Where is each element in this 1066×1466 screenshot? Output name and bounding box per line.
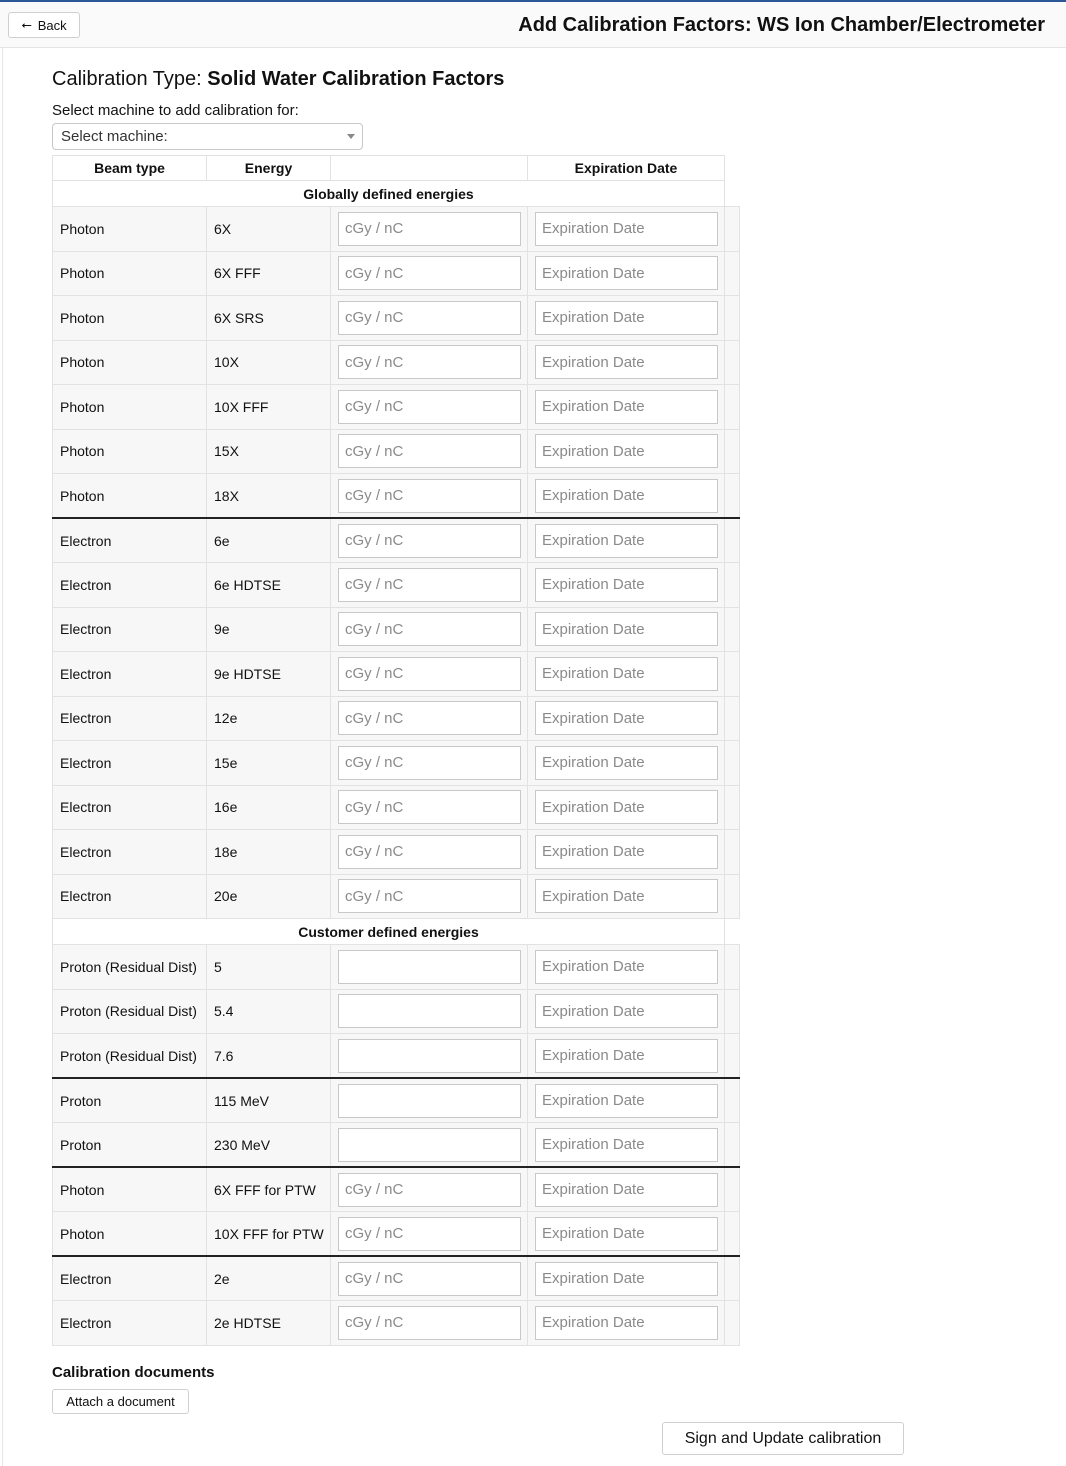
factor-cell: [331, 830, 528, 875]
energy-cell: 230 MeV: [207, 1123, 331, 1168]
expiration-cell: [528, 874, 725, 919]
table-row: [53, 340, 740, 385]
caret-down-icon: [347, 134, 355, 139]
beam-type-cell: Electron: [53, 1256, 207, 1301]
energy-cell: 115 MeV: [207, 1078, 331, 1123]
expiration-cell: [528, 696, 725, 741]
table-row: [53, 830, 740, 875]
factor-cell: [331, 296, 528, 341]
expiration-cell: [528, 607, 725, 652]
table-row: [53, 429, 740, 474]
calibration-table-body: [53, 181, 740, 1346]
expiration-date-input[interactable]: [535, 568, 718, 602]
calibration-factor-input[interactable]: [338, 994, 521, 1028]
factor-cell: [331, 945, 528, 990]
energy-cell: 18X: [207, 474, 331, 519]
factor-cell: [331, 251, 528, 296]
expiration-date-input[interactable]: [535, 1262, 718, 1296]
section-title: Customer defined energies: [53, 919, 725, 945]
table-row: [53, 385, 740, 430]
header-beam-type: Beam type: [53, 156, 207, 181]
beam-type-cell: Photon: [53, 429, 207, 474]
energy-cell: 9e: [207, 607, 331, 652]
expiration-date-input[interactable]: [535, 1173, 718, 1207]
expiration-date-input[interactable]: [535, 434, 718, 468]
section-spacer: [725, 181, 740, 207]
section-title: Globally defined energies: [53, 181, 725, 207]
row-spacer-cell: [725, 652, 740, 697]
beam-type-cell: Photon: [53, 251, 207, 296]
expiration-date-input[interactable]: [535, 212, 718, 246]
table-row: [53, 251, 740, 296]
expiration-date-input[interactable]: [535, 1217, 718, 1251]
expiration-cell: [528, 830, 725, 875]
table-row: [53, 652, 740, 697]
beam-type-cell: Electron: [53, 830, 207, 875]
expiration-date-input[interactable]: [535, 479, 718, 513]
row-spacer-cell: [725, 1212, 740, 1257]
calibration-factor-input[interactable]: [338, 479, 521, 513]
row-spacer-cell: [725, 474, 740, 519]
beam-type-cell: Electron: [53, 652, 207, 697]
energy-cell: 10X FFF for PTW: [207, 1212, 331, 1257]
factor-cell: [331, 874, 528, 919]
row-spacer-cell: [725, 385, 740, 430]
calibration-factor-input[interactable]: [338, 434, 521, 468]
header-energy: Energy: [207, 156, 331, 181]
left-border-line: [2, 48, 3, 1466]
table-row: [53, 474, 740, 519]
table-row: [53, 296, 740, 341]
expiration-cell: [528, 563, 725, 608]
expiration-date-input[interactable]: [535, 1084, 718, 1118]
calibration-factor-input[interactable]: [338, 390, 521, 424]
section-header-row: [53, 919, 740, 945]
row-spacer-cell: [725, 696, 740, 741]
row-spacer-cell: [725, 296, 740, 341]
calibration-factor-input[interactable]: [338, 1173, 521, 1207]
beam-type-cell: Electron: [53, 1301, 207, 1346]
expiration-date-input[interactable]: [535, 835, 718, 869]
table-row: [53, 207, 740, 252]
energy-cell: 6X SRS: [207, 296, 331, 341]
energy-cell: 15X: [207, 429, 331, 474]
beam-type-cell: Photon: [53, 207, 207, 252]
row-spacer-cell: [725, 1167, 740, 1212]
energy-cell: 5.4: [207, 989, 331, 1034]
calibration-factor-input[interactable]: [338, 746, 521, 780]
calibration-type-heading: [52, 68, 504, 91]
expiration-cell: [528, 1301, 725, 1346]
expiration-cell: [528, 1034, 725, 1079]
factor-cell: [331, 785, 528, 830]
table-row: [53, 989, 740, 1034]
section-spacer: [725, 919, 740, 945]
expiration-date-input[interactable]: [535, 1128, 718, 1162]
arrow-left-icon: ⭠: [21, 17, 32, 32]
factor-cell: [331, 989, 528, 1034]
calibration-factor-input[interactable]: [338, 612, 521, 646]
beam-type-cell: Electron: [53, 696, 207, 741]
factor-cell: [331, 652, 528, 697]
factor-cell: [331, 1123, 528, 1168]
calibration-table: [52, 155, 740, 1346]
table-row: [53, 1034, 740, 1079]
expiration-cell: [528, 652, 725, 697]
table-row: [53, 563, 740, 608]
expiration-cell: [528, 1212, 725, 1257]
expiration-date-input[interactable]: [535, 657, 718, 691]
expiration-cell: [528, 474, 725, 519]
energy-cell: 20e: [207, 874, 331, 919]
energy-cell: 6X: [207, 207, 331, 252]
row-spacer-cell: [725, 830, 740, 875]
beam-type-cell: Proton (Residual Dist): [53, 1034, 207, 1079]
energy-cell: 2e HDTSE: [207, 1301, 331, 1346]
row-spacer-cell: [725, 340, 740, 385]
row-spacer-cell: [725, 1256, 740, 1301]
machine-select[interactable]: [52, 123, 363, 150]
page-header: [0, 2, 1066, 48]
expiration-cell: [528, 741, 725, 786]
beam-type-cell: Proton: [53, 1123, 207, 1168]
expiration-cell: [528, 340, 725, 385]
expiration-cell: [528, 518, 725, 563]
expiration-cell: [528, 989, 725, 1034]
expiration-cell: [528, 296, 725, 341]
energy-cell: 7.6: [207, 1034, 331, 1079]
expiration-date-input[interactable]: [535, 1306, 718, 1340]
expiration-cell: [528, 251, 725, 296]
expiration-date-input[interactable]: [535, 612, 718, 646]
calibration-factor-input[interactable]: [338, 1306, 521, 1340]
beam-type-cell: Photon: [53, 296, 207, 341]
calibration-factor-input[interactable]: [338, 1262, 521, 1296]
table-row: [53, 785, 740, 830]
row-spacer-cell: [725, 1301, 740, 1346]
table-row: [53, 607, 740, 652]
header-factor: [331, 156, 528, 181]
energy-cell: 6e HDTSE: [207, 563, 331, 608]
table-row: [53, 1212, 740, 1257]
calibration-type-prefix: Calibration Type:: [52, 68, 202, 90]
table-row: [53, 1167, 740, 1212]
calibration-factor-input[interactable]: [338, 879, 521, 913]
header-expiration-date: Expiration Date: [528, 156, 725, 181]
calibration-factor-input[interactable]: [338, 1084, 521, 1118]
expiration-date-input[interactable]: [535, 345, 718, 379]
row-spacer-cell: [725, 518, 740, 563]
table-row: [53, 1256, 740, 1301]
machine-select-value: Select machine:: [61, 128, 168, 145]
beam-type-cell: Photon: [53, 1212, 207, 1257]
expiration-date-input[interactable]: [535, 950, 718, 984]
energy-cell: 18e: [207, 830, 331, 875]
calibration-factor-input[interactable]: [338, 212, 521, 246]
expiration-date-input[interactable]: [535, 879, 718, 913]
factor-cell: [331, 1034, 528, 1079]
expiration-date-input[interactable]: [535, 524, 718, 558]
beam-type-cell: Proton (Residual Dist): [53, 989, 207, 1034]
expiration-date-input[interactable]: [535, 994, 718, 1028]
header-spacer: [725, 156, 740, 181]
row-spacer-cell: [725, 429, 740, 474]
expiration-cell: [528, 385, 725, 430]
calibration-documents-title: Calibration documents: [52, 1364, 215, 1381]
energy-cell: 6X FFF: [207, 251, 331, 296]
calibration-factor-input[interactable]: [338, 657, 521, 691]
row-spacer-cell: [725, 989, 740, 1034]
beam-type-cell: Electron: [53, 518, 207, 563]
table-row: [53, 945, 740, 990]
energy-cell: 15e: [207, 741, 331, 786]
factor-cell: [331, 1256, 528, 1301]
calibration-factor-input[interactable]: [338, 950, 521, 984]
row-spacer-cell: [725, 1034, 740, 1079]
expiration-date-input[interactable]: [535, 390, 718, 424]
beam-type-cell: Photon: [53, 1167, 207, 1212]
expiration-cell: [528, 207, 725, 252]
expiration-cell: [528, 945, 725, 990]
calibration-factor-input[interactable]: [338, 790, 521, 824]
table-header-row: [53, 156, 740, 181]
row-spacer-cell: [725, 251, 740, 296]
table-row: [53, 696, 740, 741]
factor-cell: [331, 1078, 528, 1123]
machine-select-label: Select machine to add calibration for:: [52, 102, 299, 119]
expiration-cell: [528, 1256, 725, 1301]
table-row: [53, 1301, 740, 1346]
energy-cell: 16e: [207, 785, 331, 830]
row-spacer-cell: [725, 741, 740, 786]
row-spacer-cell: [725, 1123, 740, 1168]
factor-cell: [331, 696, 528, 741]
beam-type-cell: Electron: [53, 741, 207, 786]
calibration-factor-input[interactable]: [338, 301, 521, 335]
attach-document-button[interactable]: Attach a document: [52, 1389, 189, 1414]
expiration-date-input[interactable]: [535, 301, 718, 335]
expiration-date-input[interactable]: [535, 1039, 718, 1073]
row-spacer-cell: [725, 785, 740, 830]
sign-update-calibration-button[interactable]: Sign and Update calibration: [662, 1422, 904, 1455]
calibration-factor-input[interactable]: [338, 345, 521, 379]
expiration-date-input[interactable]: [535, 256, 718, 290]
calibration-factor-input[interactable]: [338, 256, 521, 290]
row-spacer-cell: [725, 563, 740, 608]
table-row: [53, 518, 740, 563]
energy-cell: 5: [207, 945, 331, 990]
factor-cell: [331, 385, 528, 430]
row-spacer-cell: [725, 207, 740, 252]
row-spacer-cell: [725, 607, 740, 652]
beam-type-cell: Photon: [53, 340, 207, 385]
calibration-factor-input[interactable]: [338, 524, 521, 558]
row-spacer-cell: [725, 874, 740, 919]
beam-type-cell: Electron: [53, 874, 207, 919]
expiration-cell: [528, 1167, 725, 1212]
expiration-cell: [528, 1123, 725, 1168]
table-row: [53, 1078, 740, 1123]
factor-cell: [331, 1212, 528, 1257]
beam-type-cell: Photon: [53, 474, 207, 519]
energy-cell: 10X FFF: [207, 385, 331, 430]
calibration-factor-input[interactable]: [338, 1039, 521, 1073]
factor-cell: [331, 1167, 528, 1212]
table-row: [53, 741, 740, 786]
factor-cell: [331, 340, 528, 385]
energy-cell: 9e HDTSE: [207, 652, 331, 697]
factor-cell: [331, 207, 528, 252]
beam-type-cell: Electron: [53, 563, 207, 608]
factor-cell: [331, 518, 528, 563]
expiration-date-input[interactable]: [535, 790, 718, 824]
energy-cell: 12e: [207, 696, 331, 741]
back-button-label: Back: [37, 17, 67, 33]
table-row: [53, 874, 740, 919]
expiration-cell: [528, 785, 725, 830]
expiration-cell: [528, 429, 725, 474]
calibration-factor-input[interactable]: [338, 835, 521, 869]
expiration-date-input[interactable]: [535, 746, 718, 780]
factor-cell: [331, 1301, 528, 1346]
calibration-factor-input[interactable]: [338, 1128, 521, 1162]
beam-type-cell: Electron: [53, 607, 207, 652]
page-title: Add Calibration Factors: WS Ion Chamber/Electrometer: [518, 14, 1045, 36]
calibration-factor-input[interactable]: [338, 701, 521, 735]
beam-type-cell: Proton (Residual Dist): [53, 945, 207, 990]
energy-cell: 6X FFF for PTW: [207, 1167, 331, 1212]
row-spacer-cell: [725, 1078, 740, 1123]
back-button[interactable]: [8, 12, 80, 38]
table-row: [53, 1123, 740, 1168]
calibration-factor-input[interactable]: [338, 1217, 521, 1251]
energy-cell: 6e: [207, 518, 331, 563]
energy-cell: 2e: [207, 1256, 331, 1301]
expiration-date-input[interactable]: [535, 701, 718, 735]
factor-cell: [331, 563, 528, 608]
beam-type-cell: Proton: [53, 1078, 207, 1123]
factor-cell: [331, 741, 528, 786]
expiration-cell: [528, 1078, 725, 1123]
factor-cell: [331, 607, 528, 652]
row-spacer-cell: [725, 945, 740, 990]
beam-type-cell: Electron: [53, 785, 207, 830]
section-header-row: [53, 181, 740, 207]
factor-cell: [331, 474, 528, 519]
factor-cell: [331, 429, 528, 474]
calibration-factor-input[interactable]: [338, 568, 521, 602]
calibration-type-name: Solid Water Calibration Factors: [207, 68, 505, 90]
beam-type-cell: Photon: [53, 385, 207, 430]
energy-cell: 10X: [207, 340, 331, 385]
